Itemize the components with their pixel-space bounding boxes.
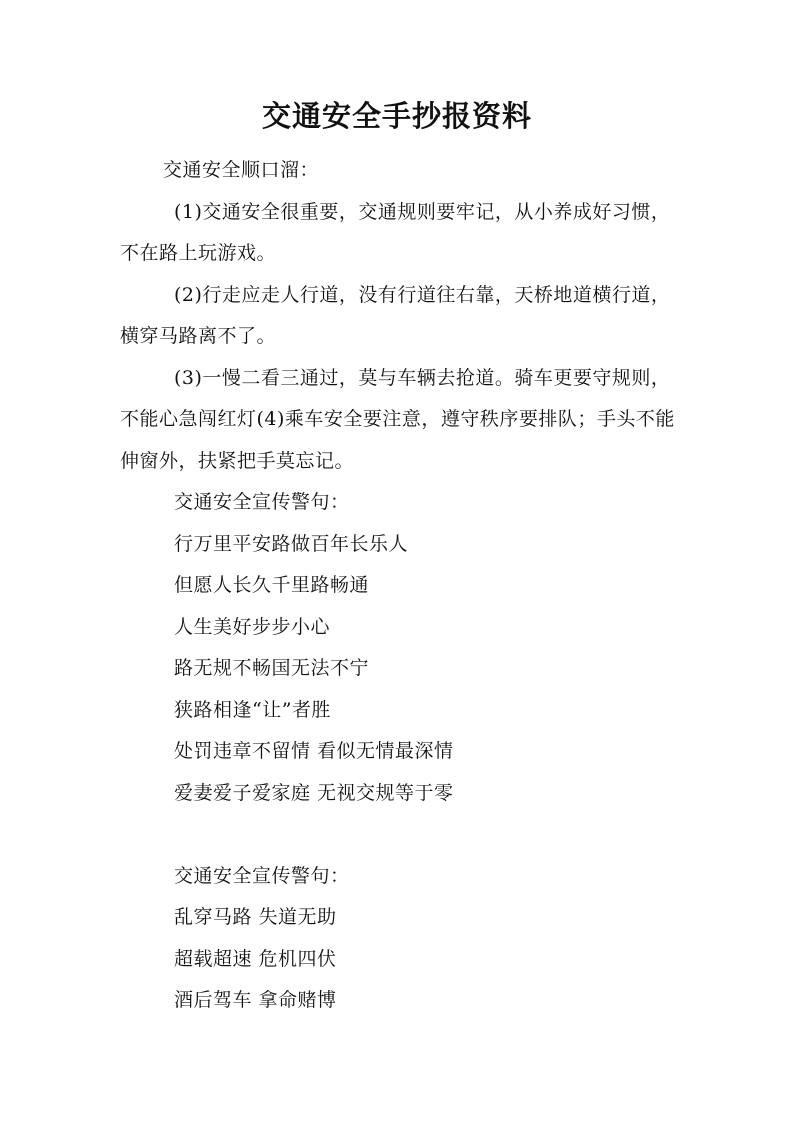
document-body [120,150,680,1022]
slogan-line: 爱妻爱子爱家庭 无视交规等于零 [174,781,454,804]
slogan-line: 处罚违章不留情 看似无情最深情 [174,740,454,762]
slogan-line: 路无规不畅国无法不宁 [174,657,370,679]
slogans-heading-1: 交通安全宣传警句： [174,491,350,513]
blank-line [120,814,680,856]
slogan-line: 超载超速 危机四伏 [174,947,337,970]
slogans-heading-2: 交通安全宣传警句： [174,864,350,887]
slogan-line: 但愿人长久千里路畅通 [174,574,370,596]
slogan-line: 乱穿马路 失道无助 [174,906,337,928]
page-title: 交通安全手抄报资料 [261,99,532,133]
slogan-line: 酒后驾车 拿命赌博 [174,989,337,1011]
slogan-line: 人生美好步步小心 [174,615,331,638]
slogan-line: 狭路相逢“让”者胜 [174,698,331,721]
rhyme-paragraph-2: (2)行走应走人行道，没有行道往右靠，天桥地道横行道，横穿马路离不了。 [120,283,671,347]
rhyme-paragraph-3: (3)一慢二看三通过，莫与车辆去抢道。骑车更要守规则，不能心急闯红灯(4)乘车安全要注意，遵守秩序要排队；手头不能伸窗外，扶紧把手莫忘记。 [120,366,675,472]
slogan-line: 行万里平安路做百年长乐人 [174,532,409,555]
rhymes-heading: 交通安全顺口溜： [163,159,320,181]
rhyme-paragraph-1: (1)交通安全很重要，交通规则要牢记，从小养成好习惯，不在路上玩游戏。 [120,200,671,264]
